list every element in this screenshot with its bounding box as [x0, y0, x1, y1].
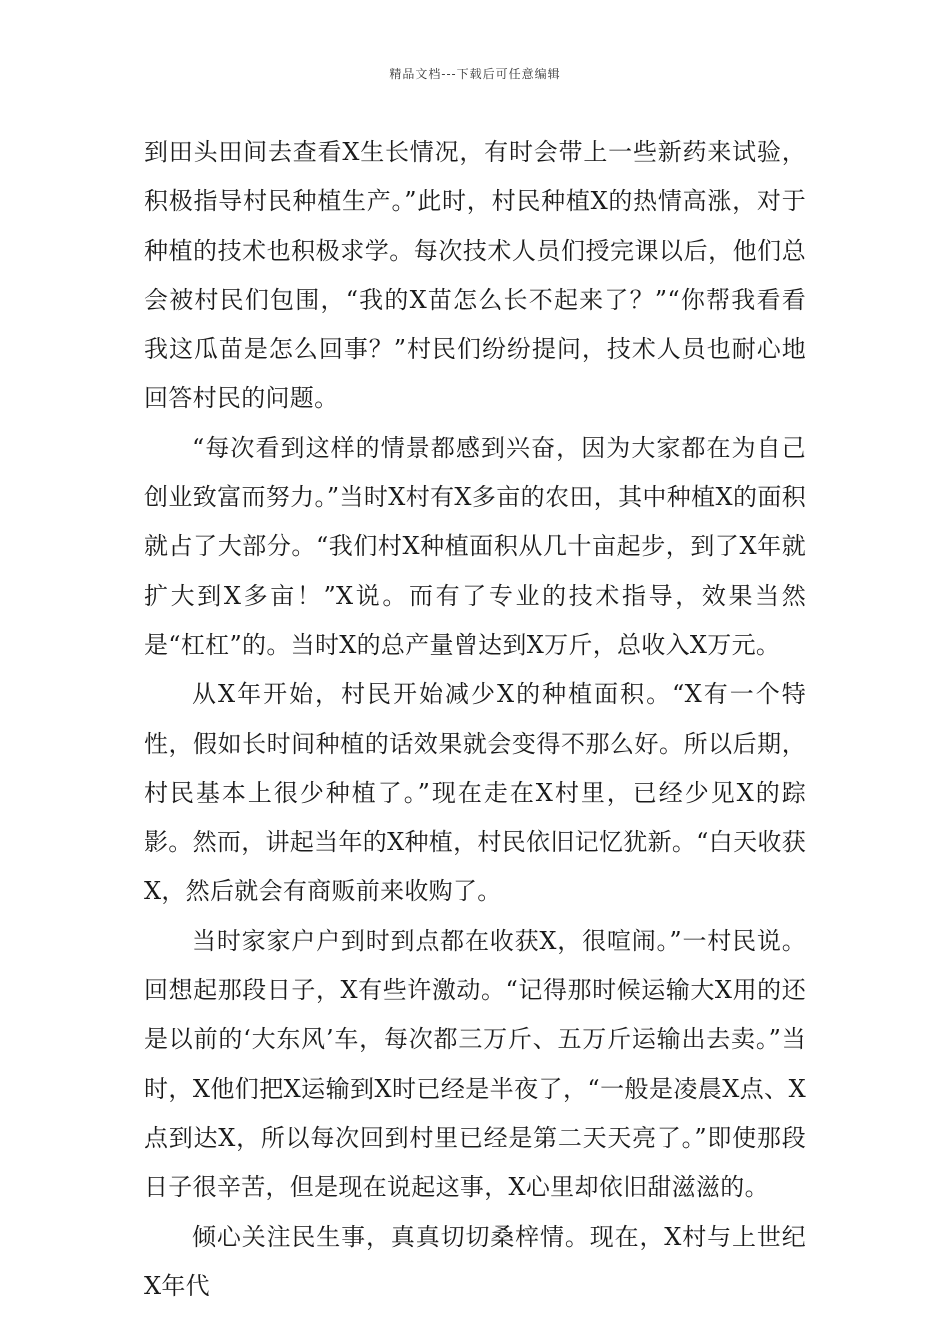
paragraph-5: 倾心关注民生事，真真切切桑梓情。现在，X村与上世纪X年代 — [144, 1222, 806, 1300]
paragraph-4: 当时家家户户到时到点都在收获X，很喧闹。”一村民说。回想起那段日子，X有些许激动。“记得那时候运输大X用的还是以前的‘大东风’车，每次都三万斤、五万斤运输出去卖。”当时，X他们把X运输到X时已经是半夜了，“一般是凌晨X点、X点到达X，所以每次回到村里已经是第二天天亮了。”即使那段日子很辛苦，但是现在说起这事，X心里却依旧甜滋滋的。 — [144, 926, 806, 1202]
document-body — [144, 128, 806, 1311]
paragraph-2: “每次看到这样的情景都感到兴奋，因为大家都在为自己创业致富而努力。”当时X村有X多亩的农田，其中种植X的面积就占了大部分。“我们村X种植面积从几十亩起步，到了X年就扩大到X多亩！”X说。而有了专业的技术指导，效果当然是“杠杠”的。当时X的总产量曾达到X万斤，总收入X万元。 — [144, 433, 806, 659]
paragraph-3: 从X年开始，村民开始减少X的种植面积。“X有一个特性，假如长时间种植的话效果就会变得不那么好。所以后期，村民基本上很少种植了。”现在走在X村里，已经少见X的踪影。然而，讲起当年的X种植，村民依旧记忆犹新。“白天收获X，然后就会有商贩前来收购了。 — [144, 680, 806, 906]
paragraph-1: 到田头田间去查看X生长情况，有时会带上一些新药来试验，积极指导村民种植生产。”此时，村民种植X的热情高涨，对于种植的技术也积极求学。每次技术人员们授完课以后，他们总会被村民们包围，“我的X苗怎么长不起来了？”“你帮我看看我这瓜苗是怎么回事？”村民们纷纷提问，技术人员也耐心地回答村民的问题。 — [144, 138, 806, 413]
page-header: 精品文档---下载后可任意编辑 — [389, 67, 561, 81]
